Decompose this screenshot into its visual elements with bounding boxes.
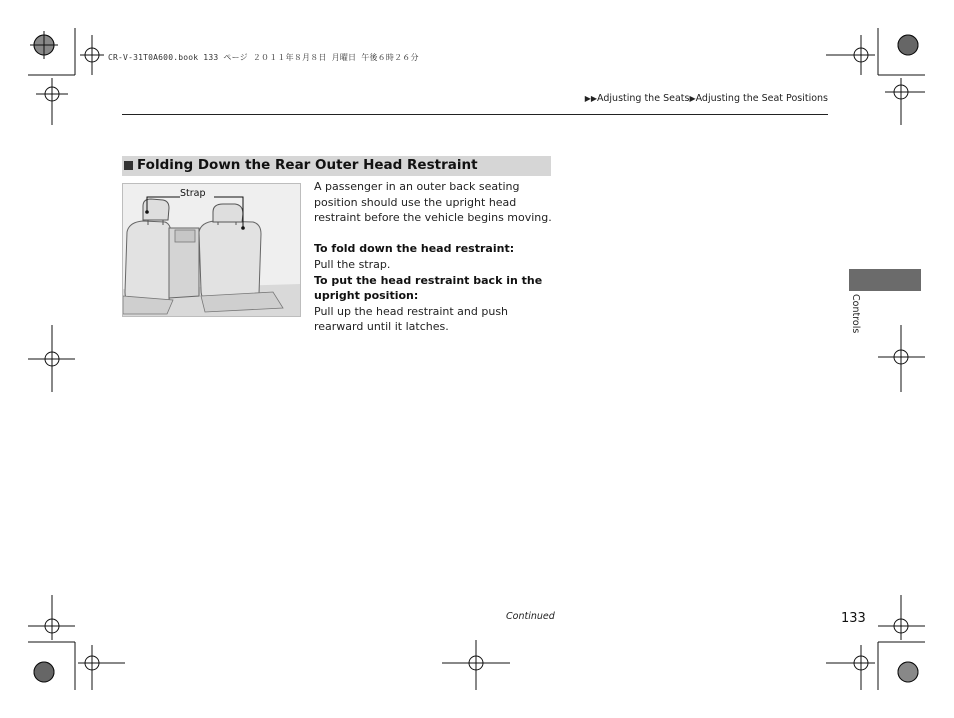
print-info: CR-V-31T0A600.book 133 ページ ２０１１年８月８日 月曜日 午後６時２６分	[108, 53, 419, 62]
section-square-icon	[124, 161, 133, 170]
restore-heading: To put the head restraint back in the upright position:	[314, 273, 543, 303]
continued-note: Continued	[506, 611, 555, 622]
breadcrumb-item-seat-positions[interactable]: Adjusting the Seat Positions	[695, 93, 828, 104]
rear-seat-illustration	[122, 183, 301, 317]
breadcrumb	[585, 93, 828, 104]
section-title: Folding Down the Rear Outer Head Restraint	[137, 157, 478, 173]
fold-instruction: Pull the strap.	[314, 257, 391, 271]
strap-label: Strap	[180, 188, 206, 199]
breadcrumb-item-seats[interactable]: Adjusting the Seats	[597, 93, 690, 104]
page-number: 133	[841, 611, 866, 626]
body-text	[314, 179, 554, 335]
fold-heading: To fold down the head restraint:	[314, 242, 515, 256]
breadcrumb-arrow-icon: ▶▶	[584, 94, 598, 103]
chapter-tab	[849, 269, 921, 291]
breadcrumb-arrow-icon: ▶	[689, 94, 696, 103]
chapter-label: Controls	[850, 294, 861, 334]
restore-instruction: Pull up the head restraint and push rearward until it latches.	[314, 304, 509, 334]
header-rule	[122, 114, 828, 115]
section-header	[122, 156, 551, 176]
intro-paragraph: A passenger in an outer back seating position should use the upright head restraint before the vehicle begins moving.	[314, 180, 552, 225]
